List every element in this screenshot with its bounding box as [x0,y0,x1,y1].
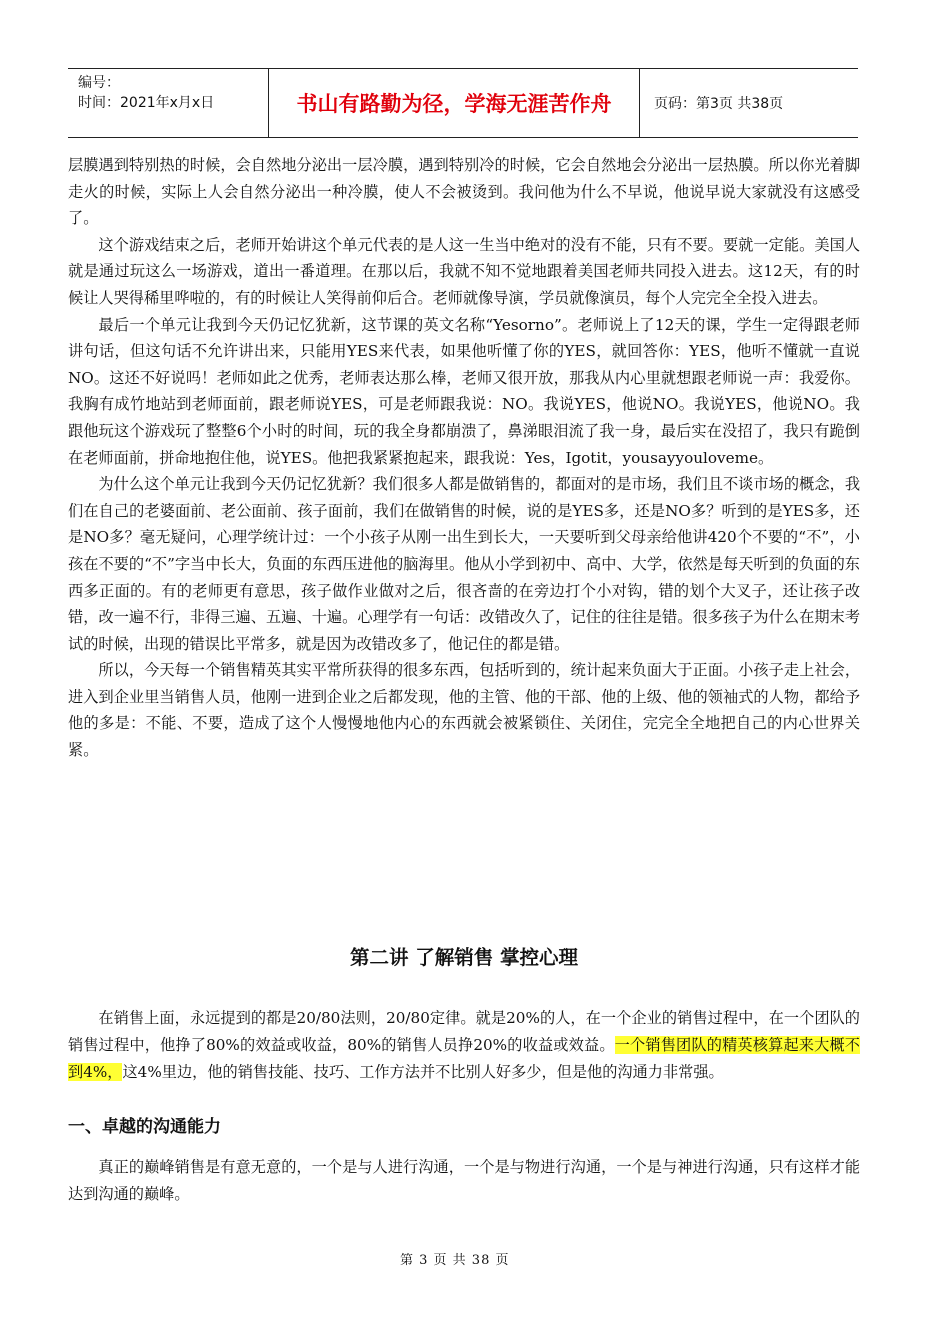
subsection-body [68,1154,860,1208]
header-motto: 书山有路勤为径，学海无涯苦作舟 [268,69,640,137]
header-number-label: 编号： [78,75,120,91]
section-text-after: 这4%里边，他的销售技能、技巧、工作方法并不比别人好多少，但是他的沟通力非常强。 [122,1063,724,1081]
section-body [68,1005,860,1086]
subsection-title: 一、卓越的沟通能力 [68,1117,221,1137]
paragraph: 层膜遇到特别热的时候，会自然地分泌出一层冷膜，遇到特别冷的时候，它会自然地会分泌出一层热膜。所以你光着脚走火的时候，实际上人会自然分泌出一种冷膜，使人不会被烫到。我问他为什么不早说，他说早说大家就没有这感受了。 [68,156,860,228]
subsection-paragraph: 真正的巅峰销售是有意无意的，一个是与人进行沟通，一个是与物进行沟通，一个是与神进行沟通，只有这样才能达到沟通的巅峰。 [68,1158,860,1203]
section-title: 第二讲 了解销售 掌控心理 [349,946,579,969]
paragraph: 最后一个单元让我到今天仍记忆犹新，这节课的英文名称“Yesorno”。老师说上了12天的课，学生一定得跟老师讲句话，但这句话不允许讲出来，只能用YES来代表，如果他听懂了你的YES，就回答你：YES，他听不懂就一直说NO。这还不好说吗！老师如此之优秀，老师表达那么棒，老师又很开放，那我从内心里就想跟老师说一声：我爱你。我胸有成竹地站到老师面前，跟老师说YES，可是老师跟我说：NO。我说YES，他说NO。我说YES，他说NO。我跟他玩这个游戏玩了整整6个小时的时间，玩的我全身都崩溃了，鼻涕眼泪流了我一身，最后实在没招了，我只有跪倒在老师面前，拼命地抱住他，说YES。他把我紧紧抱起来，跟我说：Yes，Igotit，yousayyouloveme。 [68,315,860,467]
section-text-before: 在销售上面，永远提到的都是20/80法则，20/80定律。就是20%的人，在一个企业的销售过程中，在一个团队的销售过程中，他挣了80%的效益或收益，80%的销售人员挣20%的收益或效益。 [68,1009,860,1054]
paragraph: 所以，今天每一个销售精英其实平常所获得的很多东西，包括听到的，统计起来负面大于正面。小孩子走上社会，进入到企业里当销售人员，他刚一进到企业之后都发现，他的主管、他的干部、他的上级、他的领袖式的人物，都给予他的多是：不能、不要，造成了这个人慢慢地他内心的东西就会被紧锁住、关闭住，完完全全地把自己的内心世界关紧。 [68,661,860,760]
body-text [68,152,860,764]
section-paragraph [68,1005,860,1086]
header-meta [68,69,268,137]
header-time-label: 时间：2021年x月x日 [78,95,215,111]
paragraph: 这个游戏结束之后，老师开始讲这个单元代表的是人这一生当中绝对的没有不能，只有不要。要就一定能。美国人就是通过玩这么一场游戏，道出一番道理。在那以后，我就不知不觉地跟着美国老师共同投入进去。这12天，有的时候让人哭得稀里哗啦的，有的时候让人笑得前仰后合。老师就像导演，学员就像演员，每个人完完全全投入进去。 [68,235,860,307]
paragraph: 为什么这个单元让我到今天仍记忆犹新？我们很多人都是做销售的，都面对的是市场，我们且不谈市场的概念，我们在自己的老婆面前、老公面前、孩子面前，我们在做销售的时候，说的是YES多，还是NO多？听到的是YES多，还是NO多？毫无疑问，心理学统计过：一个小孩子从刚一出生到长大，一天要听到父母亲给他讲420个不要的“不”，小孩在不要的“不”字当中长大，负面的东西压进他的脑海里。他从小学到初中、高中、大学，依然是每天听到的负面的东西多正面的。有的老师更有意思，孩子做作业做对之后，很吝啬的在旁边打个小对钩，错的划个大叉子，还让孩子改错，改一遍不行，非得三遍、五遍、十遍。心理学有一句话：改错改久了，记住的往往是错。很多孩子为什么在期末考试的时候，出现的错误比平常多，就是因为改错改多了，他记住的都是错。 [68,475,860,653]
header-page-info: 页码：第3页 共38页 [654,96,784,112]
page-footer: 第 3 页 共 38 页 [400,1253,510,1268]
highlighted-text: 一个销售团队的精英核算起来大概不到4%， [68,1036,860,1081]
page-header [68,68,858,138]
